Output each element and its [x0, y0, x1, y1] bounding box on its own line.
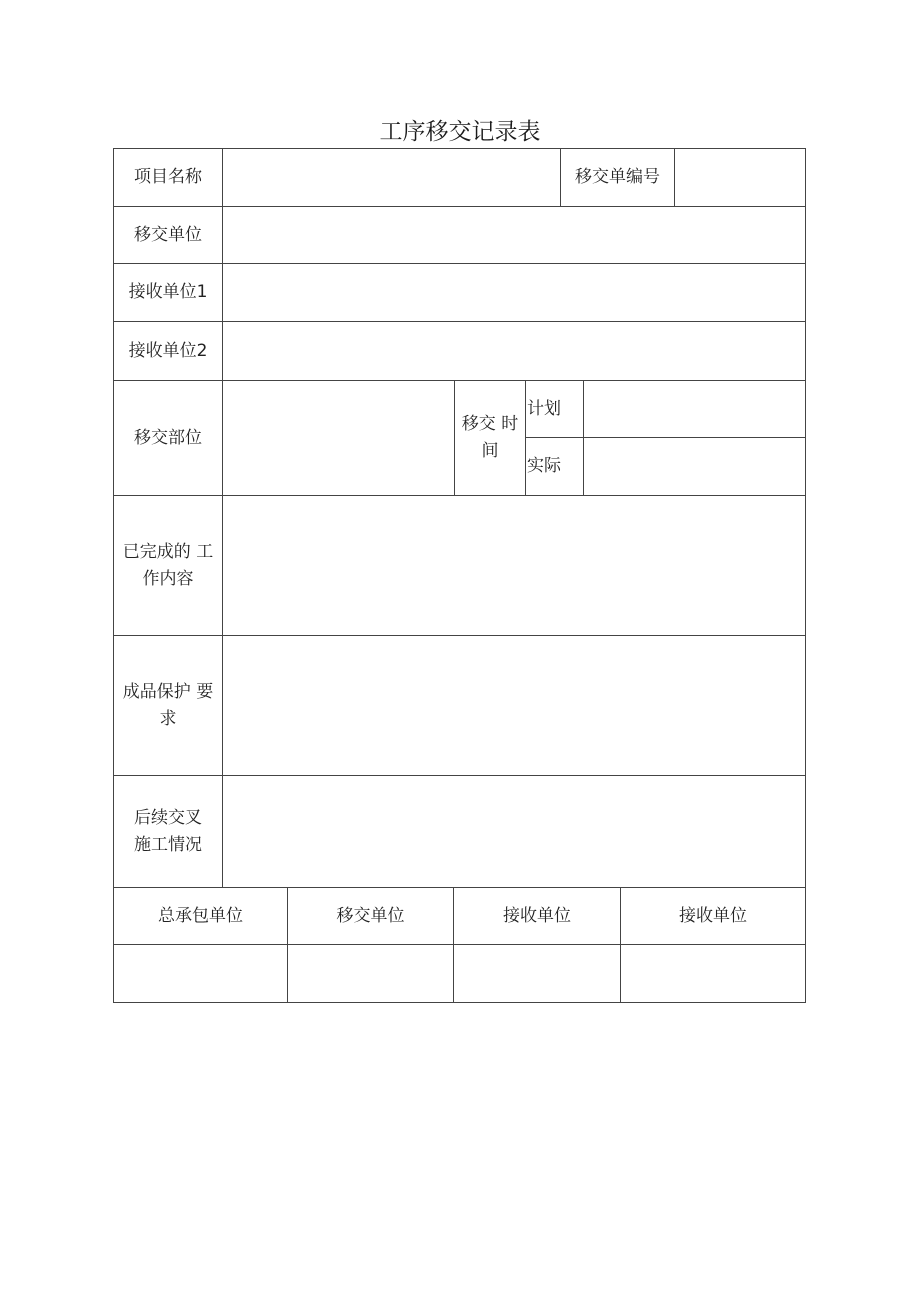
receiving-unit-a-signature-cell[interactable] — [453, 944, 621, 1003]
planned-time-value-cell[interactable] — [583, 380, 806, 438]
transfer-location-label: 移交部位 — [134, 427, 202, 448]
transfer-no-value-cell[interactable] — [674, 148, 806, 207]
form-title: 工序移交记录表 — [379, 119, 541, 145]
receiving-unit-1-value-cell[interactable] — [222, 263, 806, 322]
protection-label: 成品保护 要求 — [122, 681, 214, 729]
follow-up-label-cell — [113, 775, 223, 888]
sign-transfer-unit-label: 移交单位 — [336, 905, 405, 926]
sign-receiving-unit-a-label-cell — [453, 887, 621, 945]
completed-work-label: 已完成的 工作内容 — [122, 541, 214, 589]
follow-up-value-cell[interactable] — [222, 775, 806, 888]
completed-work-label-cell — [113, 495, 223, 636]
transfer-unit-value-cell[interactable] — [222, 206, 806, 264]
sign-receiving-unit-a-label: 接收单位 — [503, 905, 571, 926]
follow-up-label: 后续交叉施工情况 — [134, 807, 202, 855]
transfer-unit-label: 移交单位 — [134, 224, 202, 245]
planned-label: 计划 — [527, 398, 561, 419]
sign-receiving-unit-b-label: 接收单位 — [679, 905, 747, 926]
planned-label-cell — [525, 380, 584, 438]
transfer-record-table — [113, 148, 806, 1003]
actual-time-value-cell[interactable] — [583, 437, 806, 496]
protection-label-cell — [113, 635, 223, 776]
sign-receiving-unit-b-label-cell — [620, 887, 806, 945]
project-name-label: 项目名称 — [134, 167, 202, 187]
transfer-unit-label-cell — [113, 206, 223, 264]
general-contractor-signature-cell[interactable] — [113, 944, 288, 1003]
receiving-unit-2-label-cell — [113, 321, 223, 381]
actual-label: 实际 — [527, 456, 561, 476]
receiving-unit-2-value-cell[interactable] — [222, 321, 806, 381]
transfer-unit-signature-cell[interactable] — [287, 944, 454, 1003]
transfer-no-label-cell — [560, 148, 675, 207]
project-name-label-cell — [113, 148, 223, 207]
project-name-value-cell[interactable] — [222, 148, 561, 207]
transfer-location-label-cell — [113, 380, 223, 496]
completed-work-value-cell[interactable] — [222, 495, 806, 636]
receiving-unit-2-label: 接收单位2 — [128, 340, 208, 361]
transfer-location-value-cell[interactable] — [222, 380, 455, 496]
protection-value-cell[interactable] — [222, 635, 806, 776]
receiving-unit-1-label: 接收单位1 — [128, 282, 208, 302]
receiving-unit-1-label-cell — [113, 263, 223, 322]
actual-label-cell — [525, 437, 584, 496]
transfer-time-label: 移交 时间 — [461, 414, 519, 461]
transfer-time-label-cell — [454, 380, 526, 496]
sign-transfer-unit-label-cell — [287, 887, 454, 945]
receiving-unit-b-signature-cell[interactable] — [620, 944, 806, 1003]
transfer-no-label: 移交单编号 — [575, 167, 660, 187]
general-contractor-label-cell — [113, 887, 288, 945]
general-contractor-label: 总承包单位 — [158, 905, 243, 926]
